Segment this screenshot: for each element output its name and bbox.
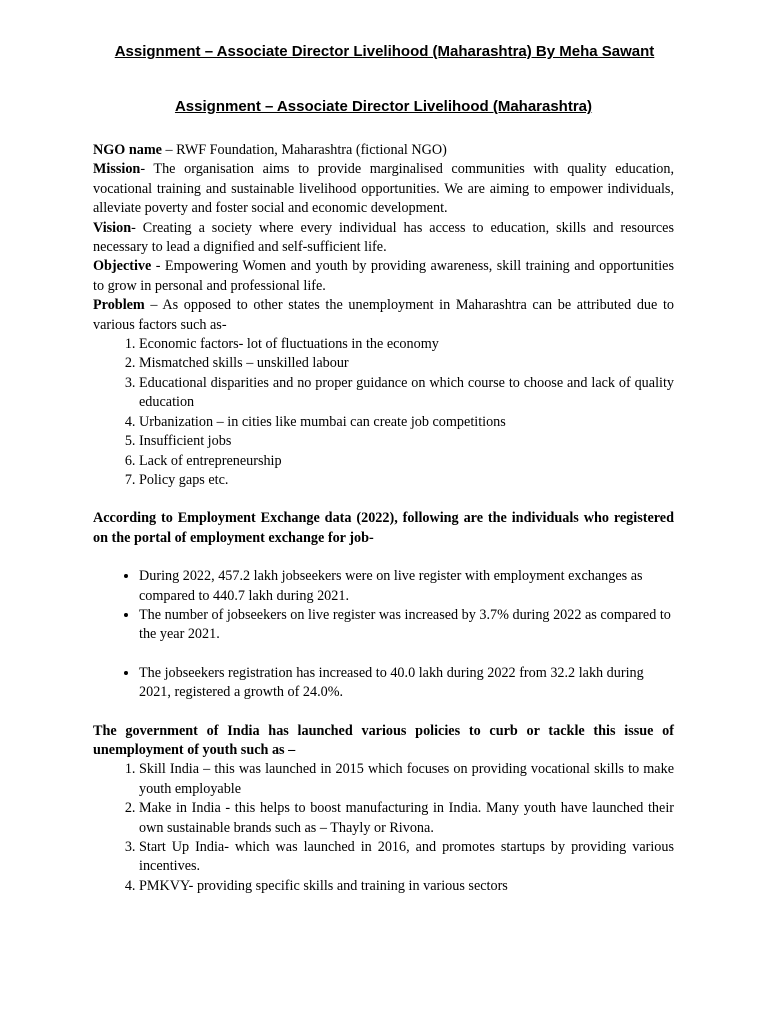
objective-text: - Empowering Women and youth by providing awareness, skill training and opportunities to grow in personal and professional life. bbox=[93, 258, 674, 294]
document-subtitle: Assignment – Associate Director Livelihood (Maharashtra) bbox=[174, 98, 593, 115]
vision-paragraph bbox=[93, 219, 674, 258]
list-item: 4. PMKVY- providing specific skills and training in various sectors bbox=[139, 877, 674, 896]
spacer bbox=[93, 548, 674, 567]
list-item: 5. Insufficient jobs bbox=[139, 432, 674, 451]
ngo-text: – RWF Foundation, Maharashtra (fictional NGO) bbox=[161, 142, 447, 158]
document-body bbox=[93, 141, 674, 896]
list-item: 3. Educational disparities and no proper guidance on which course to choose and lack of quality education bbox=[139, 374, 674, 413]
employment-bullets bbox=[93, 567, 674, 702]
policies-heading: The government of India has launched various policies to curb or tackle this issue of unemployment of youth such as – bbox=[93, 722, 674, 758]
mission-label: Mission bbox=[93, 161, 141, 178]
spacer bbox=[93, 490, 674, 509]
ngo-label: NGO name bbox=[93, 142, 162, 158]
list-item: 1. Economic factors- lot of fluctuations in the economy bbox=[139, 335, 674, 354]
problem-text: – As opposed to other states the unemployment in Maharashtra can be attributed due to various factors such as- bbox=[93, 297, 674, 333]
policies-list bbox=[93, 760, 674, 896]
list-item: 6. Lack of entrepreneurship bbox=[139, 452, 674, 471]
spacer bbox=[93, 703, 674, 722]
document-title: Assignment – Associate Director Livelihood (Maharashtra) By Meha Sawant bbox=[114, 43, 655, 60]
objective-paragraph bbox=[93, 257, 674, 296]
list-item: 7. Policy gaps etc. bbox=[139, 471, 674, 490]
problem-list bbox=[93, 335, 674, 490]
list-item: • The jobseekers registration has increased to 40.0 lakh during 2022 from 32.2 lakh during 2021, registered a growth of 24.0%. bbox=[139, 664, 674, 703]
list-item: • During 2022, 457.2 lakh jobseekers were on live register with employment exchanges as compared to 440.7 lakh during 2021. bbox=[139, 567, 674, 606]
problem-label: Problem bbox=[93, 297, 145, 314]
problem-paragraph bbox=[93, 296, 674, 335]
objective-label: Objective bbox=[93, 258, 152, 275]
vision-label: Vision bbox=[93, 219, 132, 236]
spacer bbox=[139, 645, 674, 664]
ngo-paragraph bbox=[93, 141, 674, 160]
list-item: 2. Mismatched skills – unskilled labour bbox=[139, 354, 674, 373]
employment-heading: According to Employment Exchange data (2022), following are the individuals who registered on the portal of employment exchange for job- bbox=[93, 510, 674, 546]
list-item: 2. Make in India - this helps to boost manufacturing in India. Many youth have launched their own sustainable brands such as – Thayly or Rivona. bbox=[139, 799, 674, 838]
list-item: • The number of jobseekers on live register was increased by 3.7% during 2022 as compared to the year 2021. bbox=[139, 606, 674, 645]
list-item: 3. Start Up India- which was launched in 2016, and promotes startups by providing various incentives. bbox=[139, 838, 674, 877]
vision-text: - Creating a society where every individual has access to education, skills and resources necessary to lead a dignified and self-sufficient life. bbox=[93, 219, 674, 256]
list-item: 4. Urbanization – in cities like mumbai can create job competitions bbox=[139, 413, 674, 432]
mission-paragraph bbox=[93, 160, 674, 218]
list-item: 1. Skill India – this was launched in 2015 which focuses on providing vocational skills to make youth employable bbox=[139, 760, 674, 799]
mission-text: - The organisation aims to provide marginalised communities with quality education, vocational training and sustainable livelihood opportunities. We are aiming to empower individuals, alleviate poverty and foster social and economic development. bbox=[93, 161, 674, 217]
